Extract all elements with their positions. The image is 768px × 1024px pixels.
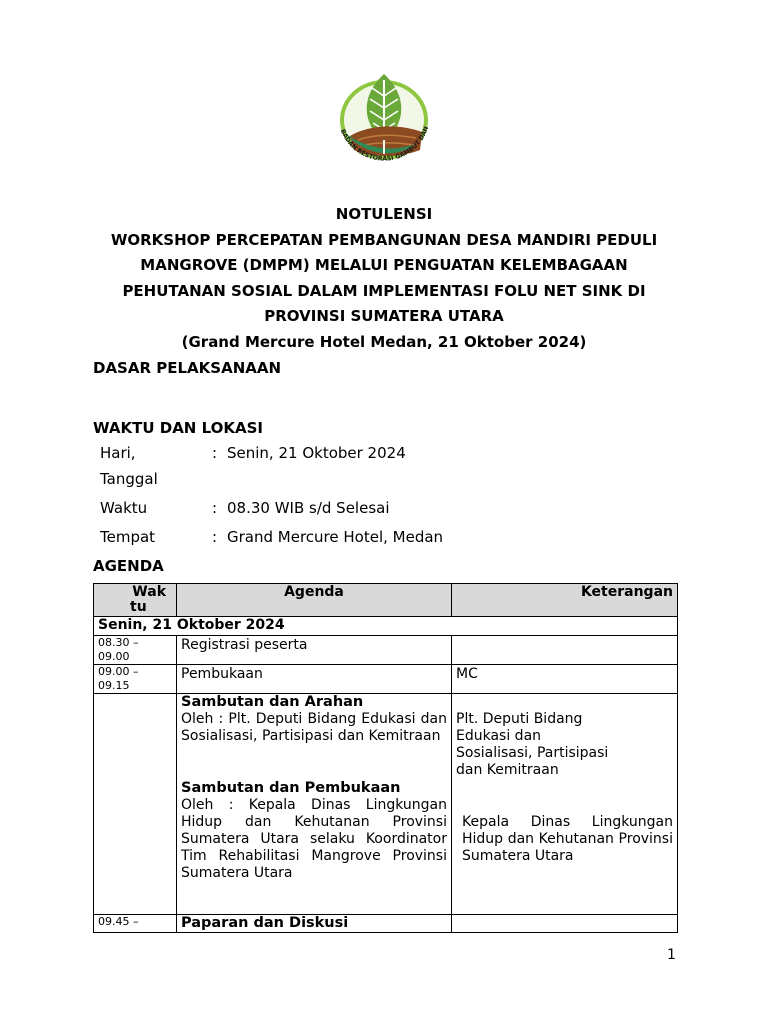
info-tanggal-label: Tanggal — [100, 470, 158, 488]
bgm-logo — [330, 66, 438, 174]
table-day-row — [94, 617, 678, 636]
title-line-3: MANGROVE (DMPM) MELALUI PENGUATAN KELEMBAGAAN — [140, 256, 628, 274]
title-line-6: (Grand Mercure Hotel Medan, 21 Oktober 2024) — [181, 332, 587, 351]
table-row — [94, 665, 678, 694]
row-agenda: Pembukaan — [177, 665, 452, 694]
sambutan-arahan-text: Oleh : Plt. Deputi Bidang Edukasi dan Sosialisasi, Partisipasi dan Kemitraan — [181, 711, 447, 744]
info-waktu-label: Waktu — [100, 499, 148, 517]
table-row — [94, 915, 678, 933]
info-hari-colon: : — [212, 444, 218, 462]
row-time-end: 09.15 — [98, 679, 130, 692]
header-agenda: Agenda — [177, 584, 452, 617]
info-hari-label: Hari, — [100, 444, 136, 462]
info-waktu-value: 08.30 WIB s/d Selesai — [227, 499, 390, 517]
table-row — [94, 694, 678, 915]
row-time — [94, 636, 177, 665]
table-row — [94, 636, 678, 665]
leaf-on-soil-logo-icon — [330, 66, 438, 174]
sambutan-pembukaan-text: Oleh : Kepala Dinas Lingkungan Hidup dan Kehutanan Provinsi Sumatera Utara selaku Koordinator Tim Rehabilitasi Mangrove Provinsi Sumatera Utara — [181, 797, 447, 881]
title-line-2: WORKSHOP PERCEPATAN PEMBANGUNAN DESA MANDIRI PEDULI — [110, 230, 658, 249]
logo-arc-text: BADAN RESTORASI GAMBUT DAN — [338, 125, 431, 163]
sambutan-pembukaan-title: Sambutan dan Pembukaan — [181, 780, 401, 796]
row-time-start: 08.30 – — [98, 636, 139, 649]
info-tempat-label: Tempat — [100, 528, 156, 546]
heading-agenda: AGENDA — [93, 557, 164, 575]
row-agenda-sambutan — [177, 694, 452, 915]
info-tempat-value: Grand Mercure Hotel, Medan — [227, 528, 444, 546]
row-keterangan-empty — [452, 915, 678, 933]
header-waktu-line2: tu — [130, 599, 147, 615]
sambutan-arahan-ket: Plt. Deputi Bidang Edukasi dan Sosialisasi, Partisipasi dan Kemitraan — [456, 711, 609, 778]
title-line-1: NOTULENSI — [335, 205, 433, 223]
header-waktu-line1: Wak — [132, 584, 166, 600]
title-line-4: PEHUTANAN SOSIAL DALAM IMPLEMENTASI FOLU NET SINK DI — [122, 281, 646, 300]
row-keterangan-sambutan — [452, 694, 678, 915]
row-agenda-paparan: Paparan dan Diskusi — [177, 915, 452, 933]
row-keterangan: MC — [452, 665, 678, 694]
sambutan-arahan-title: Sambutan dan Arahan — [181, 694, 364, 710]
header-keterangan: Keterangan — [452, 584, 678, 617]
title-line-5: PROVINSI SUMATERA UTARA — [264, 307, 504, 325]
page-number: 1 — [667, 947, 676, 963]
sambutan-pembukaan-ket: Kepala Dinas Lingkungan Hidup dan Kehutanan Provinsi Sumatera Utara — [462, 814, 673, 864]
row-time — [94, 665, 177, 694]
info-tempat-colon: : — [212, 528, 218, 546]
header-waktu — [94, 584, 177, 617]
row-time-end: 09.00 — [98, 650, 130, 663]
table-header-row — [94, 584, 678, 617]
document-title — [80, 202, 688, 355]
day-label: Senin, 21 Oktober 2024 — [94, 617, 678, 636]
row-keterangan — [452, 636, 678, 665]
row-time: 09.45 – — [94, 915, 177, 933]
row-agenda: Registrasi peserta — [177, 636, 452, 665]
info-waktu-colon: : — [212, 499, 218, 517]
row-time-empty — [94, 694, 177, 915]
row-time-start: 09.00 – — [98, 665, 139, 678]
heading-dasar-pelaksanaan: DASAR PELAKSANAAN — [93, 359, 282, 377]
info-hari-value: Senin, 21 Oktober 2024 — [227, 444, 406, 462]
agenda-table — [93, 583, 678, 933]
heading-waktu-lokasi: WAKTU DAN LOKASI — [93, 419, 263, 437]
